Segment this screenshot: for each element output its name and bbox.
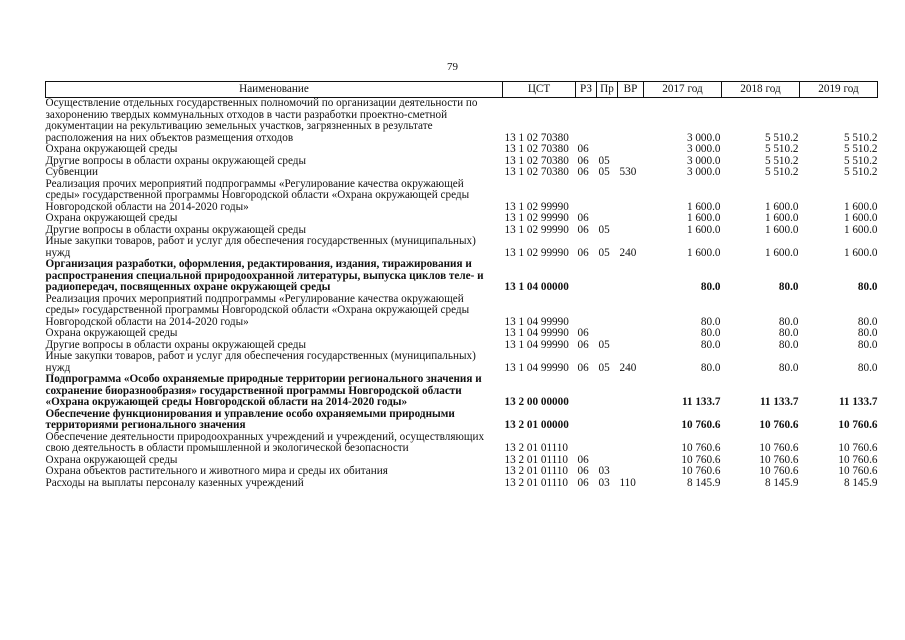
cell-pr [597, 144, 618, 156]
cell-2018: 10 760.6 [759, 465, 799, 477]
cell-rz: 06 [577, 223, 589, 236]
cell-vr [618, 455, 644, 467]
cell-pr [597, 213, 618, 225]
cell-2019: 1 600.0 [843, 200, 878, 213]
cell-pr [597, 179, 618, 214]
table-row [46, 179, 878, 214]
cell-2018: 80.0 [778, 281, 799, 293]
cell-pr: 05 [598, 223, 610, 236]
header-vr: ВР [618, 82, 644, 98]
cell-cst: 13 1 02 70380 [504, 143, 569, 155]
cell-2017: 80.0 [700, 361, 721, 374]
cell-2018: 80.0 [778, 315, 799, 328]
cell-vr: 110 [619, 476, 636, 489]
cell-cst: 13 2 01 01110 [504, 465, 568, 477]
cell-2017: 1 600.0 [686, 200, 721, 213]
cell-vr [618, 374, 644, 409]
cell-cst: 13 2 01 01110 [504, 453, 568, 466]
cell-cst: 13 2 01 01110 [504, 476, 568, 489]
cell-rz: 06 [577, 476, 589, 489]
table-row [46, 236, 878, 259]
table-row [46, 409, 878, 432]
table-row [46, 478, 878, 490]
cell-name: Иные закупки товаров, работ и услуг для обеспечения государственных (муниципальных) нужд [45, 235, 476, 259]
cell-cst: 13 1 02 99990 [504, 200, 569, 213]
cell-rz: 06 [577, 338, 589, 351]
cell-2019: 80.0 [857, 327, 878, 339]
cell-pr [597, 98, 618, 145]
cell-name: Охрана окружающей среды [45, 453, 178, 466]
table-row [46, 259, 878, 294]
cell-name: Расходы на выплаты персоналу казенных учреждений [45, 476, 304, 489]
cell-rz: 06 [577, 361, 589, 374]
cell-rz: 06 [577, 212, 589, 224]
cell-rz: 06 [577, 465, 589, 477]
cell-pr: 05 [598, 338, 610, 351]
cell-2019: 5 510.2 [843, 131, 878, 144]
table-row [46, 167, 878, 179]
header-cst: ЦСТ [503, 82, 576, 98]
cell-2018: 80.0 [778, 338, 799, 351]
cell-2019: 10 760.6 [838, 465, 878, 477]
cell-name: Обеспечение деятельности природоохранных учреждений и учреждений, осуществляющих свою деятельность в области промышленной и экологической безопасности [45, 430, 485, 454]
cell-vr [618, 213, 644, 225]
cell-vr: 530 [619, 166, 637, 178]
cell-name: Другие вопросы в области охраны окружающей среды [45, 154, 307, 167]
cell-2019: 80.0 [857, 281, 878, 293]
cell-2018: 1 600.0 [764, 212, 799, 224]
cell-name: Другие вопросы в области охраны окружающей среды [45, 223, 307, 236]
header-rz: РЗ [576, 82, 597, 98]
cell-2018: 8 145.9 [764, 476, 799, 489]
cell-2018: 10 760.6 [759, 419, 799, 431]
cell-cst: 13 1 02 99990 [504, 223, 569, 236]
cell-2019: 1 600.0 [843, 223, 878, 236]
cell-pr: 05 [598, 166, 610, 178]
table-row [46, 432, 878, 455]
cell-2019: 8 145.9 [843, 476, 878, 489]
table-row [46, 466, 878, 478]
cell-2018: 1 600.0 [764, 246, 799, 259]
cell-2017: 1 600.0 [686, 223, 721, 236]
cell-2017: 80.0 [700, 281, 721, 293]
cell-name: Другие вопросы в области охраны окружающей среды [45, 338, 307, 351]
cell-rz: 06 [577, 166, 589, 178]
cell-vr [618, 340, 644, 352]
cell-2017: 80.0 [700, 315, 721, 328]
cell-2019: 80.0 [857, 315, 878, 328]
cell-2019: 10 760.6 [838, 419, 878, 431]
cell-2018: 5 510.2 [764, 166, 799, 178]
cell-name: Охрана объектов растительного и животного мира и среды их обитания [45, 465, 388, 477]
cell-pr [597, 328, 618, 340]
cell-2019: 5 510.2 [843, 154, 878, 167]
cell-pr: 05 [598, 246, 610, 259]
header-2018: 2018 год [722, 82, 800, 98]
cell-name: Осуществление отдельных государственных полномочий по организации деятельности по захоронению твердых коммунальных отходов в части разработки проектно-сметной документации на рекультивацию земельных участков, загрязненных в результате расположения на них объектов размещения отходов [45, 97, 478, 144]
table-row [46, 374, 878, 409]
cell-rz [576, 432, 597, 455]
cell-name: Субвенции [45, 166, 98, 178]
cell-vr [618, 98, 644, 145]
cell-cst: 13 1 02 70380 [504, 166, 569, 178]
cell-vr [618, 432, 644, 455]
cell-rz [576, 259, 597, 294]
cell-2018: 5 510.2 [764, 131, 799, 144]
cell-2017: 3 000.0 [686, 154, 721, 167]
cell-2017: 10 760.6 [681, 442, 721, 454]
cell-2018: 1 600.0 [764, 200, 799, 213]
cell-cst: 13 1 02 99990 [504, 212, 569, 224]
cell-2019: 10 760.6 [838, 442, 878, 454]
cell-2017: 11 133.7 [681, 396, 721, 408]
header-2017: 2017 год [644, 82, 722, 98]
cell-2019: 5 510.2 [843, 143, 878, 155]
table-header-row [46, 82, 878, 98]
cell-2019: 80.0 [857, 338, 878, 351]
cell-name: Реализация прочих мероприятий подпрограммы «Регулирование качества окружающей среды» государственной программы Новгородской области «Охрана окружающей среды Новгородской области на 2014-2020 годы» [45, 177, 470, 213]
cell-cst: 13 1 04 99990 [504, 327, 569, 339]
cell-pr: 03 [598, 465, 610, 477]
cell-cst: 13 2 00 00000 [504, 396, 569, 408]
table-row [46, 156, 878, 168]
cell-2018: 11 133.7 [759, 396, 799, 408]
cell-cst: 13 1 02 70380 [504, 131, 569, 144]
table-row [46, 351, 878, 374]
cell-vr: 240 [619, 361, 637, 374]
header-name: Наименование [46, 82, 503, 98]
cell-pr [597, 432, 618, 455]
cell-rz [576, 294, 597, 329]
cell-2017: 3 000.0 [686, 166, 721, 178]
cell-name: Организация разработки, оформления, редактирования, издания, тиражирования и распространения специальной природоохранной литературы, выпуска циклов теле- и радиопередач, посвященных охране окружающей среды [45, 258, 484, 293]
cell-2017: 1 600.0 [686, 246, 721, 259]
table-row [46, 213, 878, 225]
cell-rz [576, 98, 597, 145]
table-row [46, 294, 878, 329]
cell-cst: 13 2 01 01110 [504, 442, 568, 454]
page-number: 79 [447, 61, 458, 73]
cell-vr [618, 409, 644, 432]
cell-pr: 03 [598, 476, 610, 489]
cell-pr [597, 409, 618, 432]
cell-2019: 10 760.6 [838, 453, 878, 466]
cell-pr [597, 374, 618, 409]
cell-cst: 13 1 02 70380 [504, 154, 569, 167]
table-body [46, 98, 878, 490]
cell-vr [618, 466, 644, 478]
cell-vr [618, 328, 644, 340]
cell-2019: 1 600.0 [843, 212, 878, 224]
cell-cst: 13 1 04 99990 [504, 338, 569, 351]
cell-2017: 3 000.0 [686, 143, 721, 155]
cell-2018: 1 600.0 [764, 223, 799, 236]
cell-cst: 13 1 02 99990 [504, 246, 569, 259]
cell-2018: 10 760.6 [759, 442, 799, 454]
cell-2017: 10 760.6 [681, 465, 721, 477]
cell-name: Иные закупки товаров, работ и услуг для обеспечения государственных (муниципальных) нужд [45, 350, 476, 374]
cell-2019: 11 133.7 [838, 396, 878, 408]
cell-cst: 13 1 04 99990 [504, 361, 569, 374]
cell-cst: 13 1 04 99990 [504, 315, 569, 328]
cell-name: Подпрограмма «Особо охраняемые природные территории регионального значения и сохранение биоразнообразия» государственной программы Новгородской области «Охрана окружающей среды Новгородской области на 2014-2020 годы» [45, 373, 482, 408]
cell-2017: 10 760.6 [681, 419, 721, 431]
cell-cst: 13 1 04 00000 [504, 281, 569, 293]
cell-vr [618, 144, 644, 156]
cell-2018: 10 760.6 [759, 453, 799, 466]
cell-rz [576, 409, 597, 432]
cell-name: Охрана окружающей среды [45, 143, 178, 155]
cell-rz: 06 [577, 327, 589, 339]
cell-2019: 80.0 [857, 361, 878, 374]
cell-name: Обеспечение функционирования и управление особо охраняемыми природными территориями регионального значения [45, 407, 455, 431]
cell-pr: 05 [598, 154, 610, 167]
cell-name: Охрана окружающей среды [45, 327, 178, 339]
cell-vr [618, 294, 644, 329]
cell-2019: 1 600.0 [843, 246, 878, 259]
cell-vr [618, 179, 644, 214]
cell-rz [576, 179, 597, 214]
cell-pr [597, 294, 618, 329]
cell-rz: 06 [577, 154, 589, 167]
table-row [46, 144, 878, 156]
header-2019: 2019 год [800, 82, 878, 98]
cell-2018: 5 510.2 [764, 143, 799, 155]
cell-rz: 06 [577, 246, 589, 259]
cell-pr: 05 [598, 361, 610, 374]
cell-2017: 80.0 [700, 327, 721, 339]
cell-2017: 8 145.9 [686, 476, 721, 489]
cell-2018: 80.0 [778, 361, 799, 374]
table-row [46, 98, 878, 145]
cell-2018: 80.0 [778, 327, 799, 339]
cell-rz: 06 [577, 453, 589, 466]
cell-rz [576, 374, 597, 409]
cell-rz: 06 [577, 143, 589, 155]
cell-2018: 5 510.2 [764, 154, 799, 167]
cell-vr: 240 [619, 246, 637, 259]
cell-vr [618, 225, 644, 237]
cell-2017: 1 600.0 [686, 212, 721, 224]
cell-vr [618, 259, 644, 294]
cell-cst: 13 2 01 00000 [504, 419, 569, 431]
table-row [46, 328, 878, 340]
cell-name: Охрана окружающей среды [45, 212, 178, 224]
cell-pr [597, 259, 618, 294]
cell-2017: 3 000.0 [686, 131, 721, 144]
cell-name: Реализация прочих мероприятий подпрограммы «Регулирование качества окружающей среды» государственной программы Новгородской области «Охрана окружающей среды Новгородской области на 2014-2020 годы» [45, 292, 470, 328]
budget-table [45, 81, 878, 489]
header-pr: Пр [597, 82, 618, 98]
cell-2017: 10 760.6 [681, 453, 721, 466]
cell-2017: 80.0 [700, 338, 721, 351]
cell-2019: 5 510.2 [843, 166, 878, 178]
